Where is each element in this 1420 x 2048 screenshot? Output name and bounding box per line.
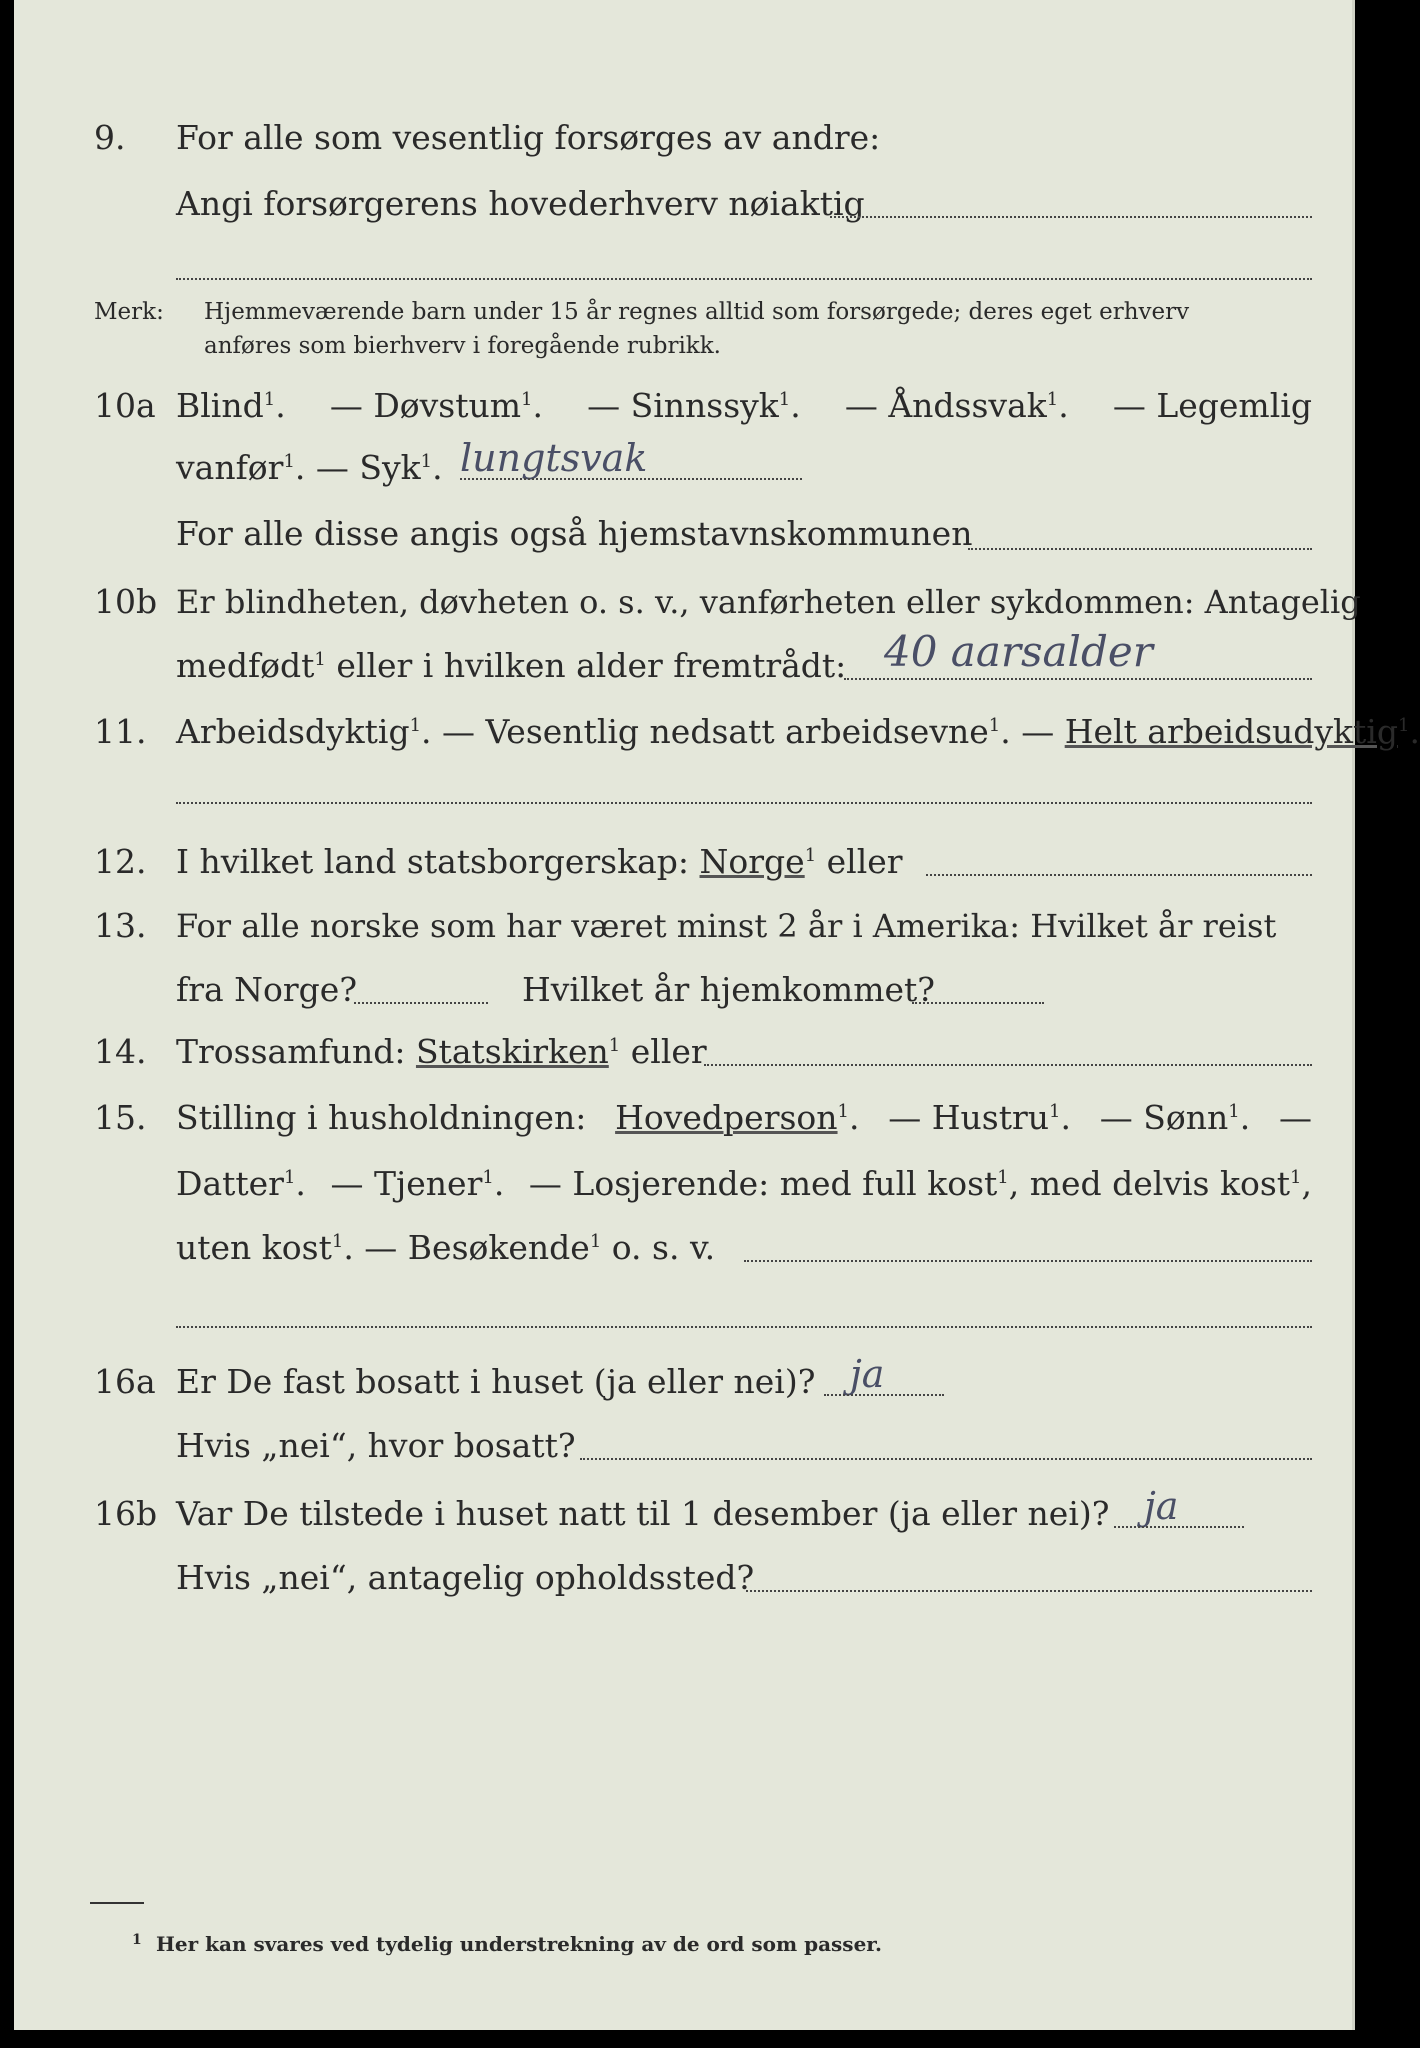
q16a-number: 16a <box>94 1362 156 1401</box>
q10a-options <box>176 386 1312 426</box>
q16b-answer-line[interactable] <box>1114 1526 1244 1528</box>
q11-text: Arbeidsdyktig$^1$. — Vesentlig nedsatt arbeidsevne$^1$. — Helt arbeidsudyktig$^1$. <box>176 712 1420 751</box>
merk-line-2: anføres som bierhverv i foregående rubrikk. <box>204 333 721 359</box>
q12-underlined-answer: Norge <box>699 842 805 881</box>
q16a-line-1: Er De fast bosatt i huset (ja eller nei)? <box>176 1362 816 1401</box>
q15-line-3: uten kost$^1$. — Besøkende$^1$ o. s. v. <box>176 1228 716 1267</box>
option-blind: Blind$^1$. <box>176 386 286 425</box>
q16b-line-2: Hvis „nei“, antagelig opholdssted? <box>176 1558 755 1597</box>
q10a-syk-line[interactable] <box>460 478 802 480</box>
option-dovstum: — Døvstum$^1$. <box>329 386 543 425</box>
q15-line-1: Stilling i husholdningen: Hovedperson$^1$. — Hustru$^1$. — Sønn$^1$. — <box>176 1098 1312 1137</box>
option-legemlig: — Legemlig <box>1112 386 1312 425</box>
census-form-page <box>14 0 1420 2030</box>
q16b-handwritten-answer: ja <box>1144 1484 1179 1528</box>
q10a-hjemstavn-line[interactable] <box>968 548 1312 550</box>
q10b-alder-line[interactable] <box>844 678 1312 680</box>
q11-number: 11. <box>94 712 147 751</box>
q15-answer-line-1[interactable] <box>744 1260 1312 1262</box>
q13-hjemkommet-line[interactable] <box>912 1002 1044 1004</box>
q16a-answer-line[interactable] <box>824 1394 944 1396</box>
q15-answer-line-2[interactable] <box>176 1326 1312 1328</box>
q10a-handwritten-answer: lungtsvak <box>460 436 648 480</box>
q9-line-1: For alle som vesentlig forsørges av andre: <box>176 118 881 157</box>
q14-answer-line[interactable] <box>704 1064 1312 1066</box>
q12-number: 12. <box>94 842 147 881</box>
q10b-line-1: Er blindheten, døvheten o. s. v., vanførheten eller sykdommen: Antagelig <box>176 583 1361 621</box>
q16b-number: 16b <box>94 1494 158 1533</box>
q16a-line-2: Hvis „nei“, hvor bosatt? <box>176 1426 576 1465</box>
q11-underlined-answer: Helt arbeidsudyktig <box>1064 712 1398 751</box>
q14-number: 14. <box>94 1032 147 1071</box>
q11-answer-line[interactable] <box>176 802 1312 804</box>
q10b-handwritten-answer: 40 aarsalder <box>884 627 1153 676</box>
merk-label: Merk: <box>94 299 164 325</box>
q10b-line-2: medfødt$^1$ eller i hvilken alder fremtrådt: <box>176 646 847 685</box>
merk-line-1: Hjemmeværende barn under 15 år regnes alltid som forsørgede; deres eget erhverv <box>204 299 1190 325</box>
q13-reist-line[interactable] <box>354 1002 488 1004</box>
q16a-bosatt-line[interactable] <box>580 1458 1312 1460</box>
q10b-number: 10b <box>94 582 158 621</box>
q16b-opholdssted-line[interactable] <box>746 1590 1312 1592</box>
footnote-mark: 1 <box>132 1932 142 1948</box>
q14-text: Trossamfund: Statskirken$^1$ eller <box>176 1032 707 1071</box>
q16b-line-1: Var De tilstede i huset natt til 1 desember (ja eller nei)? <box>176 1494 1110 1533</box>
q13-line-2-b: Hvilket år hjemkommet? <box>522 970 935 1009</box>
q12-answer-line[interactable] <box>926 874 1312 876</box>
q13-line-2-a: fra Norge? <box>176 970 358 1009</box>
q9-answer-line-2[interactable] <box>176 278 1312 280</box>
q13-line-1: For alle norske som har været minst 2 år i Amerika: Hvilket år reist <box>176 907 1277 945</box>
option-andssvak: — Åndssvak$^1$. <box>844 386 1069 425</box>
q10a-line-3: For alle disse angis også hjemstavnskommunen <box>176 514 973 553</box>
footnote-rule <box>90 1902 144 1904</box>
q15-line-2: Datter$^1$. — Tjener$^1$. — Losjerende: med full kost$^1$, med delvis kost$^1$, <box>176 1164 1312 1203</box>
q10a-number: 10a <box>94 386 156 425</box>
q15-number: 15. <box>94 1098 147 1137</box>
q14-underlined-answer: Statskirken <box>415 1032 609 1071</box>
q13-number: 13. <box>94 906 147 945</box>
q9-number: 9. <box>94 118 126 157</box>
q15-underlined-answer: Hovedperson <box>615 1098 838 1137</box>
q12-text: I hvilket land statsborgerskap: Norge$^1$ eller <box>176 842 903 881</box>
q16a-handwritten-answer: ja <box>850 1352 885 1396</box>
footnote-text: Her kan svares ved tydelig understrekning av de ord som passer. <box>156 1932 882 1956</box>
option-sinnssyk: — Sinnssyk$^1$. <box>587 386 801 425</box>
q9-line-2: Angi forsørgerens hovederhverv nøiaktig <box>176 184 865 223</box>
q10a-line-2: vanfør$^1$. — Syk$^1$. <box>176 448 443 487</box>
q9-answer-line-1[interactable] <box>830 216 1312 218</box>
